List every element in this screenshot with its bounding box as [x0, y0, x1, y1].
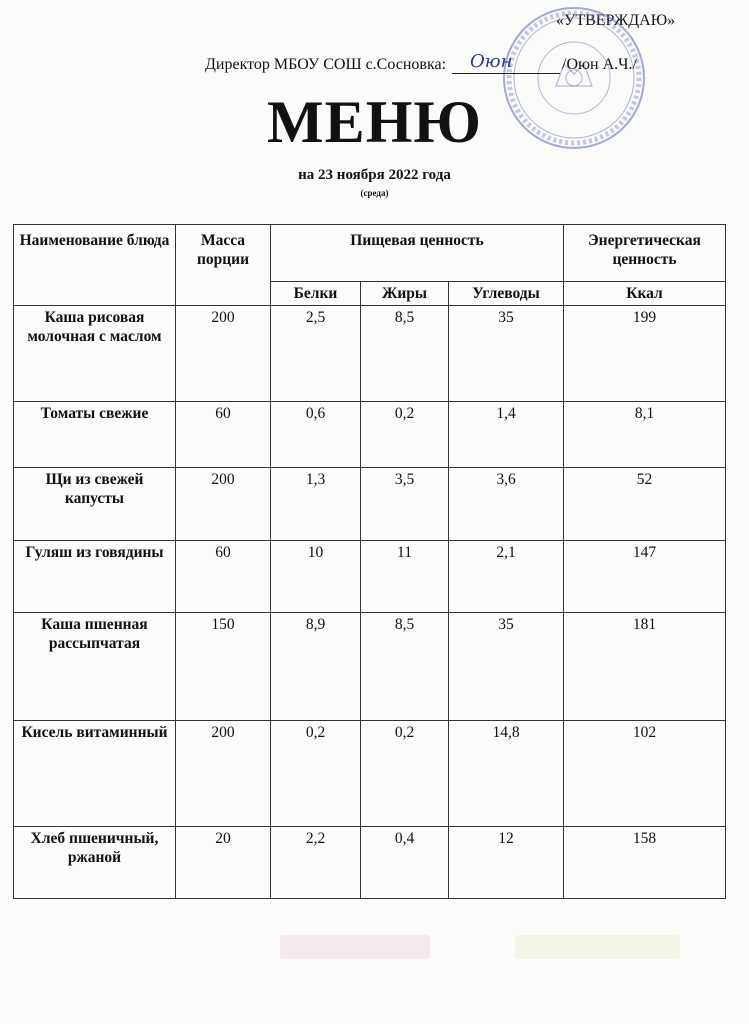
dish-proteins: 2,2 [271, 827, 361, 899]
scan-artifact [280, 935, 430, 959]
dish-fats: 0,4 [361, 827, 449, 899]
table-row [14, 468, 726, 541]
dish-carbs: 14,8 [449, 721, 564, 827]
dish-proteins: 2,5 [271, 306, 361, 402]
page-title: МЕНЮ [267, 89, 482, 155]
dish-fats: 0,2 [361, 402, 449, 468]
director-name: /Оюн А.Ч./ [562, 56, 637, 73]
dish-name: Томаты свежие [14, 402, 176, 468]
header-carbs: Углеводы [449, 282, 564, 306]
scan-artifact [515, 935, 680, 959]
header-proteins: Белки [271, 282, 361, 306]
director-line [205, 51, 637, 74]
header-energy: Энергетическая ценность [564, 225, 726, 282]
dish-proteins: 10 [271, 541, 361, 613]
dish-proteins: 0,2 [271, 721, 361, 827]
dish-kcal: 199 [564, 306, 726, 402]
dish-fats: 11 [361, 541, 449, 613]
dish-proteins: 0,6 [271, 402, 361, 468]
dish-name: Хлеб пшеничный, ржаной [14, 827, 176, 899]
dish-name: Кисель витаминный [14, 721, 176, 827]
dish-carbs: 2,1 [449, 541, 564, 613]
dish-carbs: 12 [449, 827, 564, 899]
table-row [14, 541, 726, 613]
dish-mass: 60 [176, 402, 271, 468]
header-nutrition: Пищевая ценность [271, 225, 564, 282]
dish-carbs: 35 [449, 613, 564, 721]
dish-fats: 0,2 [361, 721, 449, 827]
dish-carbs: 3,6 [449, 468, 564, 541]
dish-kcal: 147 [564, 541, 726, 613]
dish-fats: 3,5 [361, 468, 449, 541]
table-header-row [14, 225, 726, 282]
director-prefix: Директор МБОУ СОШ с.Сосновка: [205, 56, 447, 73]
header-dish: Наименование блюда [14, 225, 176, 306]
dish-kcal: 102 [564, 721, 726, 827]
table-row [14, 721, 726, 827]
approval-label: «УТВЕРЖДАЮ» [556, 12, 676, 29]
dish-mass: 20 [176, 827, 271, 899]
dish-kcal: 52 [564, 468, 726, 541]
signature-line [452, 51, 560, 74]
signature: Оюн [470, 51, 513, 72]
dish-mass: 60 [176, 541, 271, 613]
dish-kcal: 181 [564, 613, 726, 721]
dish-fats: 8,5 [361, 613, 449, 721]
dish-name: Гуляш из говядины [14, 541, 176, 613]
dish-kcal: 8,1 [564, 402, 726, 468]
dish-proteins: 1,3 [271, 468, 361, 541]
header-mass: Масса порции [176, 225, 271, 306]
table-row [14, 402, 726, 468]
menu-date: на 23 ноября 2022 года [298, 167, 451, 183]
dish-mass: 200 [176, 721, 271, 827]
table-row [14, 613, 726, 721]
dish-name: Каша пшенная рассыпчатая [14, 613, 176, 721]
table-row [14, 306, 726, 402]
menu-weekday: (среда) [360, 188, 389, 198]
table-row [14, 827, 726, 899]
dish-carbs: 35 [449, 306, 564, 402]
dish-mass: 200 [176, 468, 271, 541]
header-kcal: Ккал [564, 282, 726, 306]
dish-name: Каша рисовая молочная с маслом [14, 306, 176, 402]
dish-mass: 150 [176, 613, 271, 721]
dish-carbs: 1,4 [449, 402, 564, 468]
menu-table [13, 224, 726, 899]
dish-mass: 200 [176, 306, 271, 402]
dish-kcal: 158 [564, 827, 726, 899]
header-fats: Жиры [361, 282, 449, 306]
dish-proteins: 8,9 [271, 613, 361, 721]
dish-fats: 8,5 [361, 306, 449, 402]
dish-name: Щи из свежей капусты [14, 468, 176, 541]
